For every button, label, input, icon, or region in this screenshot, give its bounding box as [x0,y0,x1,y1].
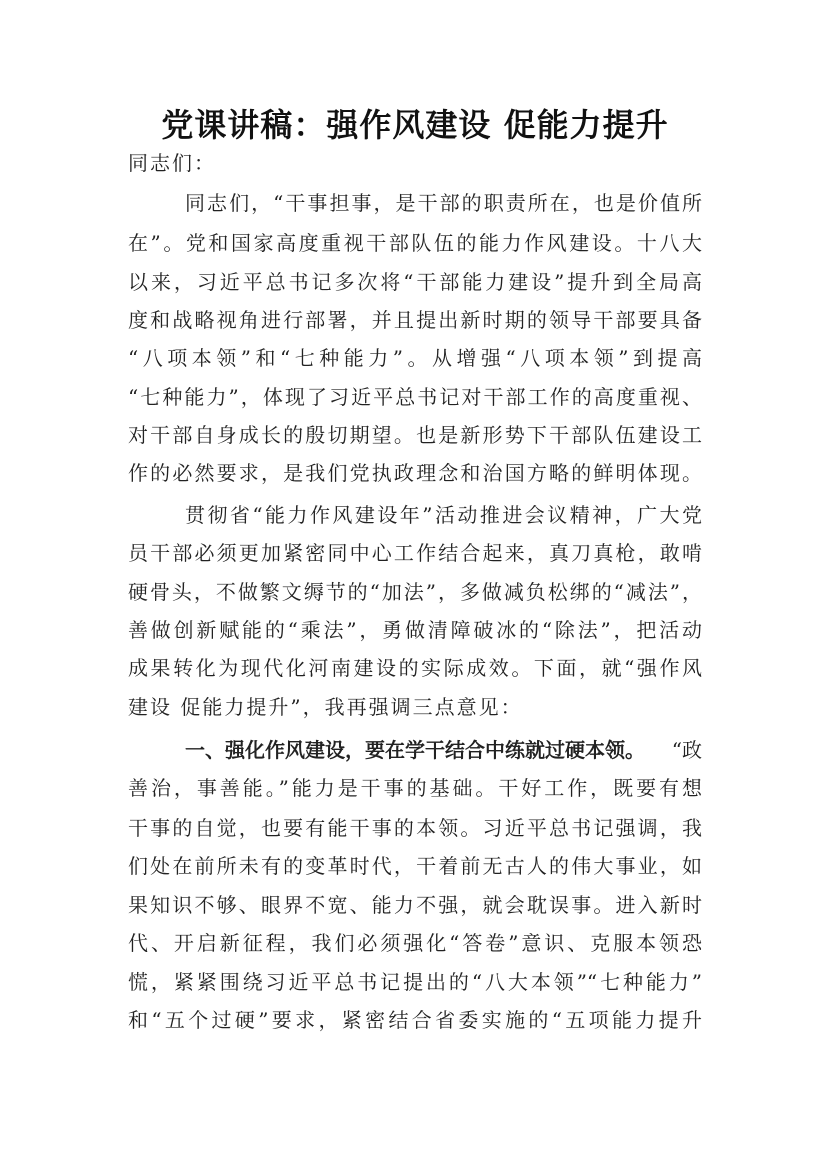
text-line: 对干部自身成长的殷切期望。也是新形势下干部队伍建设工 [128,423,702,447]
text-line: 善治，事善能。”能力是干事的基础。干好工作，既要有想 [128,776,702,800]
text-line: 度和战略视角进行部署，并且提出新时期的领导干部要具备 [128,308,702,332]
text-line: 们处在前所未有的变革时代，干着前无古人的伟大事业，如 [128,854,702,878]
text-line: 建设 促能力提升”，我再强调三点意见： [128,695,523,719]
text-line: 慌，紧紧围绕习近平总书记提出的“八大本领”“七种能力” [128,970,702,994]
document-title: 党课讲稿：强作风建设 促能力提升 [161,106,669,144]
text-line: 果知识不够、眼界不宽、能力不强，就会耽误事。进入新时 [128,893,702,917]
text-fragment: “政 [671,738,702,762]
salutation: 同志们： [128,151,216,175]
text-line: 员干部必须更加紧密同中心工作结合起来，真刀真枪，敢啃 [128,541,702,565]
text-line: 和“五个过硬”要求，紧密结合省委实施的“五项能力提升 [128,1008,702,1032]
text-line: 成果转化为现代化河南建设的实际成效。下面，就“强作风 [128,656,702,680]
text-line: 作的必然要求，是我们党执政理念和治国方略的鲜明体现。 [128,461,702,485]
text-line: 干事的自觉，也要有能干事的本领。习近平总书记强调，我 [128,816,702,840]
text-line: “八项本领”和“七种能力”。从增强“八项本领”到提高 [128,346,702,370]
text-line: 善做创新赋能的“乘法”，勇做清障破冰的“除法”，把活动 [128,618,702,642]
text-line: 在”。党和国家高度重视干部队伍的能力作风建设。十八大 [128,231,702,255]
text-line: 贯彻省“能力作风建设年”活动推进会议精神，广大党 [185,503,702,527]
text-line: “七种能力”，体现了习近平总书记对干部工作的高度重视、 [128,385,702,409]
section-heading: 一、强化作风建设，要在学干结合中练就过硬本领。 [185,738,645,762]
text-line: 硬骨头，不做繁文缛节的“加法”，多做减负松绑的“减法”， [128,580,702,604]
section-heading-line [128,731,702,769]
text-line: 代、开启新征程，我们必须强化“答卷”意识、克服本领恐 [128,931,702,955]
text-line: 同志们，“干事担事，是干部的职责所在，也是价值所 [185,191,702,215]
text-line: 以来，习近平总书记多次将“干部能力建设”提升到全局高 [128,270,702,294]
